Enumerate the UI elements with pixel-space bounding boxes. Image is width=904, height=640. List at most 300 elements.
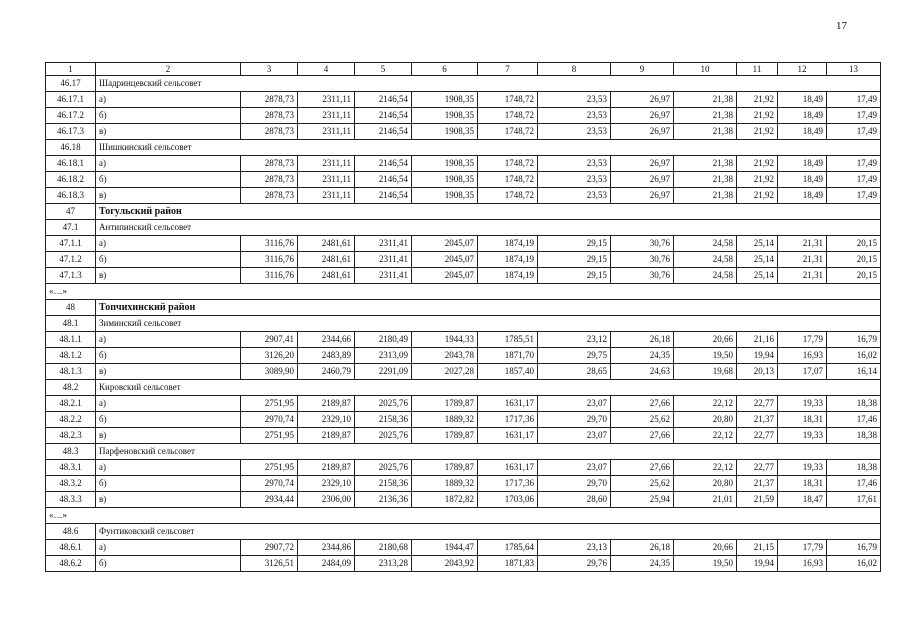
- value-cell: 1908,35: [412, 156, 478, 172]
- value-cell: 18,49: [778, 188, 827, 204]
- row-label-cell: б): [96, 108, 241, 124]
- value-cell: 25,94: [611, 492, 674, 508]
- value-cell: 29,75: [538, 348, 611, 364]
- header-cell-4: 4: [298, 63, 355, 76]
- value-cell: 2751,95: [241, 396, 298, 412]
- value-cell: 2189,87: [298, 460, 355, 476]
- value-cell: 1789,87: [412, 396, 478, 412]
- value-cell: 2481,61: [298, 268, 355, 284]
- value-cell: 2180,49: [355, 332, 412, 348]
- value-cell: 1908,35: [412, 172, 478, 188]
- value-cell: 2329,10: [298, 412, 355, 428]
- row-label-cell: в): [96, 188, 241, 204]
- value-cell: 1748,72: [478, 124, 538, 140]
- value-cell: 24,35: [611, 348, 674, 364]
- table-row: [46, 556, 881, 572]
- row-code-cell: 48.3.1: [46, 460, 96, 476]
- row-label-cell: а): [96, 92, 241, 108]
- value-cell: 21,38: [674, 172, 737, 188]
- value-cell: 2146,54: [355, 124, 412, 140]
- value-cell: 21,92: [737, 108, 778, 124]
- value-cell: 26,97: [611, 124, 674, 140]
- value-cell: 23,53: [538, 108, 611, 124]
- value-cell: 21,31: [778, 236, 827, 252]
- row-code-cell: 46.17.1: [46, 92, 96, 108]
- value-cell: 26,97: [611, 156, 674, 172]
- value-cell: 2311,11: [298, 172, 355, 188]
- value-cell: 2311,11: [298, 124, 355, 140]
- value-cell: 17,79: [778, 332, 827, 348]
- value-cell: 23,53: [538, 156, 611, 172]
- value-cell: 17,79: [778, 540, 827, 556]
- value-cell: 2311,41: [355, 252, 412, 268]
- value-cell: 29,15: [538, 236, 611, 252]
- value-cell: 16,93: [778, 348, 827, 364]
- value-cell: 2025,76: [355, 396, 412, 412]
- value-cell: 2311,11: [298, 188, 355, 204]
- value-cell: 3116,76: [241, 268, 298, 284]
- value-cell: 1874,19: [478, 236, 538, 252]
- value-cell: 21,92: [737, 124, 778, 140]
- value-cell: 23,12: [538, 332, 611, 348]
- value-cell: 2907,72: [241, 540, 298, 556]
- value-cell: 21,15: [737, 540, 778, 556]
- row-code-cell: 48.2.1: [46, 396, 96, 412]
- header-cell-6: 6: [412, 63, 478, 76]
- value-cell: 2313,09: [355, 348, 412, 364]
- value-cell: 2907,41: [241, 332, 298, 348]
- value-cell: 3116,76: [241, 252, 298, 268]
- value-cell: 2751,95: [241, 428, 298, 444]
- value-cell: 17,46: [827, 412, 881, 428]
- value-cell: 2311,41: [355, 268, 412, 284]
- header-row: [46, 63, 881, 76]
- header-cell-3: 3: [241, 63, 298, 76]
- district-row: [46, 300, 881, 316]
- value-cell: 1944,33: [412, 332, 478, 348]
- header-cell-9: 9: [611, 63, 674, 76]
- value-cell: 16,02: [827, 556, 881, 572]
- table-row: [46, 460, 881, 476]
- district-name-cell: Топчихинский район: [96, 300, 881, 316]
- value-cell: 20,15: [827, 252, 881, 268]
- value-cell: 1703,06: [478, 492, 538, 508]
- value-cell: 2481,61: [298, 252, 355, 268]
- value-cell: 23,07: [538, 460, 611, 476]
- value-cell: 17,49: [827, 92, 881, 108]
- value-cell: 2189,87: [298, 428, 355, 444]
- row-label-cell: б): [96, 476, 241, 492]
- value-cell: 18,31: [778, 476, 827, 492]
- row-code-cell: 46.17.2: [46, 108, 96, 124]
- value-cell: 26,97: [611, 108, 674, 124]
- table-row: [46, 172, 881, 188]
- row-code-cell: 48.6.2: [46, 556, 96, 572]
- value-cell: 28,65: [538, 364, 611, 380]
- table-row: [46, 428, 881, 444]
- value-cell: 2329,10: [298, 476, 355, 492]
- value-cell: 17,49: [827, 124, 881, 140]
- value-cell: 17,49: [827, 108, 881, 124]
- row-code-cell: 48.3.3: [46, 492, 96, 508]
- value-cell: 25,14: [737, 268, 778, 284]
- value-cell: 2344,66: [298, 332, 355, 348]
- value-cell: 2313,28: [355, 556, 412, 572]
- value-cell: 21,37: [737, 412, 778, 428]
- value-cell: 23,07: [538, 428, 611, 444]
- value-cell: 29,70: [538, 412, 611, 428]
- value-cell: 2158,36: [355, 476, 412, 492]
- value-cell: 18,38: [827, 396, 881, 412]
- row-code-cell: 47.1.1: [46, 236, 96, 252]
- value-cell: 18,38: [827, 428, 881, 444]
- value-cell: 2146,54: [355, 108, 412, 124]
- ellipsis-row: [46, 508, 881, 524]
- header-cell-7: 7: [478, 63, 538, 76]
- row-code-cell: 46.18.3: [46, 188, 96, 204]
- value-cell: 27,66: [611, 396, 674, 412]
- value-cell: 21,92: [737, 92, 778, 108]
- row-label-cell: в): [96, 268, 241, 284]
- header-cell-8: 8: [538, 63, 611, 76]
- row-code-cell: 48.2.2: [46, 412, 96, 428]
- value-cell: 17,46: [827, 476, 881, 492]
- section-row: [46, 444, 881, 460]
- value-cell: 29,15: [538, 268, 611, 284]
- value-cell: 19,94: [737, 348, 778, 364]
- value-cell: 1908,35: [412, 124, 478, 140]
- value-cell: 3089,90: [241, 364, 298, 380]
- value-cell: 2311,11: [298, 108, 355, 124]
- value-cell: 24,58: [674, 252, 737, 268]
- section-code-cell: 46.18: [46, 140, 96, 156]
- table-row: [46, 188, 881, 204]
- section-code-cell: 48.3: [46, 444, 96, 460]
- value-cell: 30,76: [611, 268, 674, 284]
- row-code-cell: 46.17.3: [46, 124, 96, 140]
- section-code-cell: 48.2: [46, 380, 96, 396]
- section-code-cell: 48.6: [46, 524, 96, 540]
- value-cell: 30,76: [611, 252, 674, 268]
- header-cell-13: 13: [827, 63, 881, 76]
- section-row: [46, 220, 881, 236]
- row-label-cell: б): [96, 348, 241, 364]
- value-cell: 1631,17: [478, 428, 538, 444]
- district-code-cell: 47: [46, 204, 96, 220]
- value-cell: 2311,11: [298, 156, 355, 172]
- value-cell: 2970,74: [241, 412, 298, 428]
- table-row: [46, 268, 881, 284]
- value-cell: 17,07: [778, 364, 827, 380]
- header-cell-1: 1: [46, 63, 96, 76]
- row-code-cell: 47.1.3: [46, 268, 96, 284]
- value-cell: 24,35: [611, 556, 674, 572]
- value-cell: 1874,19: [478, 252, 538, 268]
- value-cell: 2311,11: [298, 92, 355, 108]
- table-row: [46, 252, 881, 268]
- value-cell: 26,97: [611, 172, 674, 188]
- row-code-cell: 48.1.3: [46, 364, 96, 380]
- value-cell: 23,53: [538, 188, 611, 204]
- value-cell: 17,49: [827, 188, 881, 204]
- ellipsis-cell: «…»: [46, 508, 881, 524]
- value-cell: 1748,72: [478, 156, 538, 172]
- table-row: [46, 108, 881, 124]
- value-cell: 18,49: [778, 92, 827, 108]
- value-cell: 3126,51: [241, 556, 298, 572]
- header-cell-5: 5: [355, 63, 412, 76]
- value-cell: 17,49: [827, 156, 881, 172]
- row-code-cell: 46.18.2: [46, 172, 96, 188]
- value-cell: 21,38: [674, 124, 737, 140]
- table-row: [46, 348, 881, 364]
- value-cell: 24,58: [674, 236, 737, 252]
- value-cell: 19,50: [674, 348, 737, 364]
- value-cell: 24,63: [611, 364, 674, 380]
- value-cell: 1908,35: [412, 108, 478, 124]
- value-cell: 3116,76: [241, 236, 298, 252]
- value-cell: 2146,54: [355, 188, 412, 204]
- value-cell: 2045,07: [412, 252, 478, 268]
- table-row: [46, 412, 881, 428]
- value-cell: 29,15: [538, 252, 611, 268]
- value-cell: 29,70: [538, 476, 611, 492]
- value-cell: 18,49: [778, 172, 827, 188]
- value-cell: 21,38: [674, 92, 737, 108]
- value-cell: 23,53: [538, 172, 611, 188]
- district-name-cell: Тогульский район: [96, 204, 881, 220]
- table-body: [46, 63, 881, 572]
- value-cell: 1748,72: [478, 172, 538, 188]
- table-row: [46, 92, 881, 108]
- value-cell: 2291,09: [355, 364, 412, 380]
- value-cell: 1872,82: [412, 492, 478, 508]
- value-cell: 21,92: [737, 188, 778, 204]
- value-cell: 1717,36: [478, 412, 538, 428]
- header-cell-11: 11: [737, 63, 778, 76]
- row-label-cell: б): [96, 556, 241, 572]
- value-cell: 2158,36: [355, 412, 412, 428]
- value-cell: 19,33: [778, 428, 827, 444]
- value-cell: 1785,51: [478, 332, 538, 348]
- value-cell: 2460,79: [298, 364, 355, 380]
- value-cell: 2483,89: [298, 348, 355, 364]
- value-cell: 16,02: [827, 348, 881, 364]
- value-cell: 1944,47: [412, 540, 478, 556]
- value-cell: 18,49: [778, 108, 827, 124]
- row-label-cell: б): [96, 252, 241, 268]
- value-cell: 2878,73: [241, 108, 298, 124]
- table-row: [46, 476, 881, 492]
- value-cell: 30,76: [611, 236, 674, 252]
- value-cell: 23,13: [538, 540, 611, 556]
- row-code-cell: 47.1.2: [46, 252, 96, 268]
- value-cell: 25,14: [737, 252, 778, 268]
- section-name-cell: Шадринцевский сельсовет: [96, 76, 881, 92]
- value-cell: 16,79: [827, 540, 881, 556]
- value-cell: 26,97: [611, 188, 674, 204]
- value-cell: 20,15: [827, 236, 881, 252]
- value-cell: 21,16: [737, 332, 778, 348]
- value-cell: 22,77: [737, 396, 778, 412]
- value-cell: 2878,73: [241, 172, 298, 188]
- row-label-cell: а): [96, 460, 241, 476]
- row-label-cell: а): [96, 540, 241, 556]
- row-label-cell: в): [96, 124, 241, 140]
- value-cell: 24,58: [674, 268, 737, 284]
- row-code-cell: 48.1.1: [46, 332, 96, 348]
- value-cell: 2025,76: [355, 428, 412, 444]
- value-cell: 2146,54: [355, 156, 412, 172]
- row-label-cell: в): [96, 428, 241, 444]
- value-cell: 2043,78: [412, 348, 478, 364]
- section-name-cell: Антипинский сельсовет: [96, 220, 881, 236]
- value-cell: 17,49: [827, 172, 881, 188]
- row-label-cell: а): [96, 396, 241, 412]
- table-row: [46, 364, 881, 380]
- ellipsis-cell: «…»: [46, 284, 881, 300]
- value-cell: 2344,86: [298, 540, 355, 556]
- header-cell-10: 10: [674, 63, 737, 76]
- header-cell-12: 12: [778, 63, 827, 76]
- value-cell: 21,31: [778, 252, 827, 268]
- value-cell: 2045,07: [412, 236, 478, 252]
- section-name-cell: Зиминский сельсовет: [96, 316, 881, 332]
- value-cell: 21,38: [674, 156, 737, 172]
- value-cell: 28,60: [538, 492, 611, 508]
- value-cell: 1748,72: [478, 92, 538, 108]
- value-cell: 2189,87: [298, 396, 355, 412]
- value-cell: 2306,00: [298, 492, 355, 508]
- value-cell: 19,68: [674, 364, 737, 380]
- row-label-cell: б): [96, 172, 241, 188]
- value-cell: 22,77: [737, 460, 778, 476]
- table-row: [46, 396, 881, 412]
- value-cell: 23,07: [538, 396, 611, 412]
- value-cell: 2311,41: [355, 236, 412, 252]
- district-code-cell: 48: [46, 300, 96, 316]
- value-cell: 19,33: [778, 396, 827, 412]
- value-cell: 1908,35: [412, 92, 478, 108]
- value-cell: 22,12: [674, 428, 737, 444]
- table-row: [46, 124, 881, 140]
- value-cell: 22,12: [674, 460, 737, 476]
- value-cell: 16,14: [827, 364, 881, 380]
- value-cell: 21,59: [737, 492, 778, 508]
- table-row: [46, 156, 881, 172]
- value-cell: 20,66: [674, 540, 737, 556]
- value-cell: 22,12: [674, 396, 737, 412]
- row-code-cell: 46.18.1: [46, 156, 96, 172]
- value-cell: 1908,35: [412, 188, 478, 204]
- value-cell: 20,66: [674, 332, 737, 348]
- value-cell: 2146,54: [355, 92, 412, 108]
- value-cell: 22,77: [737, 428, 778, 444]
- row-label-cell: в): [96, 492, 241, 508]
- value-cell: 3126,20: [241, 348, 298, 364]
- value-cell: 2751,95: [241, 460, 298, 476]
- value-cell: 26,18: [611, 332, 674, 348]
- value-cell: 1889,32: [412, 476, 478, 492]
- section-row: [46, 140, 881, 156]
- value-cell: 2878,73: [241, 124, 298, 140]
- row-label-cell: а): [96, 236, 241, 252]
- value-cell: 2878,73: [241, 156, 298, 172]
- value-cell: 2970,74: [241, 476, 298, 492]
- value-cell: 2043,92: [412, 556, 478, 572]
- value-cell: 1789,87: [412, 460, 478, 476]
- page-number: 17: [836, 20, 847, 32]
- value-cell: 1874,19: [478, 268, 538, 284]
- value-cell: 27,66: [611, 428, 674, 444]
- value-cell: 16,93: [778, 556, 827, 572]
- section-name-cell: Шишкинский сельсовет: [96, 140, 881, 156]
- value-cell: 18,49: [778, 156, 827, 172]
- value-cell: 2146,54: [355, 172, 412, 188]
- value-cell: 1871,83: [478, 556, 538, 572]
- value-cell: 26,97: [611, 92, 674, 108]
- section-row: [46, 76, 881, 92]
- section-row: [46, 380, 881, 396]
- value-cell: 1789,87: [412, 428, 478, 444]
- value-cell: 18,38: [827, 460, 881, 476]
- value-cell: 1748,72: [478, 188, 538, 204]
- row-label-cell: а): [96, 332, 241, 348]
- tariff-table: [45, 62, 881, 572]
- value-cell: 25,14: [737, 236, 778, 252]
- value-cell: 2934,44: [241, 492, 298, 508]
- value-cell: 27,66: [611, 460, 674, 476]
- value-cell: 21,92: [737, 172, 778, 188]
- value-cell: 1785,64: [478, 540, 538, 556]
- value-cell: 1631,17: [478, 460, 538, 476]
- row-code-cell: 48.1.2: [46, 348, 96, 364]
- section-code-cell: 47.1: [46, 220, 96, 236]
- section-name-cell: Кировский сельсовет: [96, 380, 881, 396]
- value-cell: 1871,70: [478, 348, 538, 364]
- value-cell: 17,61: [827, 492, 881, 508]
- section-code-cell: 48.1: [46, 316, 96, 332]
- value-cell: 1889,32: [412, 412, 478, 428]
- value-cell: 20,80: [674, 476, 737, 492]
- value-cell: 26,18: [611, 540, 674, 556]
- section-row: [46, 316, 881, 332]
- value-cell: 20,13: [737, 364, 778, 380]
- value-cell: 21,37: [737, 476, 778, 492]
- value-cell: 18,31: [778, 412, 827, 428]
- value-cell: 1748,72: [478, 108, 538, 124]
- header-cell-2: 2: [96, 63, 241, 76]
- table-row: [46, 236, 881, 252]
- value-cell: 2025,76: [355, 460, 412, 476]
- value-cell: 1717,36: [478, 476, 538, 492]
- value-cell: 21,31: [778, 268, 827, 284]
- ellipsis-row: [46, 284, 881, 300]
- value-cell: 21,38: [674, 108, 737, 124]
- value-cell: 16,79: [827, 332, 881, 348]
- value-cell: 21,92: [737, 156, 778, 172]
- table-row: [46, 540, 881, 556]
- table-row: [46, 492, 881, 508]
- row-code-cell: 48.2.3: [46, 428, 96, 444]
- value-cell: 18,47: [778, 492, 827, 508]
- value-cell: 20,15: [827, 268, 881, 284]
- value-cell: 21,01: [674, 492, 737, 508]
- value-cell: 21,38: [674, 188, 737, 204]
- row-label-cell: в): [96, 364, 241, 380]
- value-cell: 2878,73: [241, 92, 298, 108]
- value-cell: 2481,61: [298, 236, 355, 252]
